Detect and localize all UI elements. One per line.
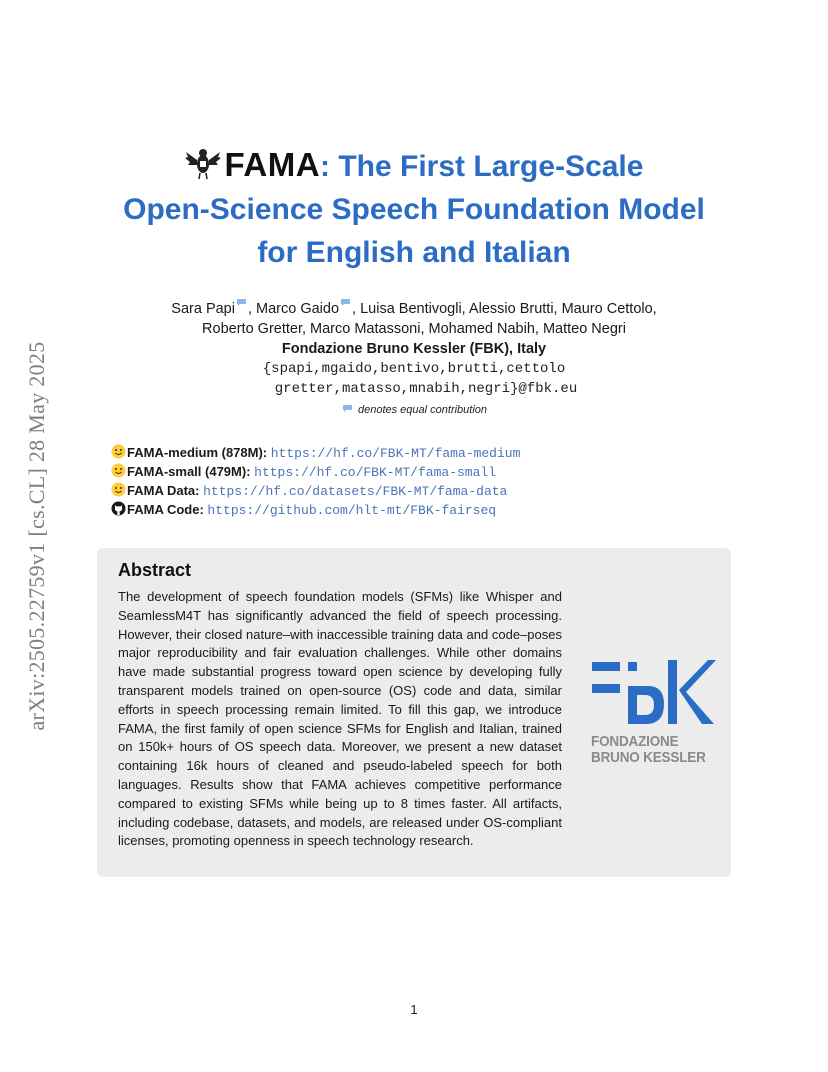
author-marco-gaido: , Marco Gaido: [247, 301, 340, 317]
huggingface-icon: [111, 444, 126, 459]
author-line-2: Roberto Gretter, Marco Matassoni, Mohamed Nabih, Matteo Negri: [202, 321, 626, 337]
fbk-logo-text: [591, 734, 706, 766]
email-line-2: gretter,matasso,mnabih,negri}@fbk.eu: [274, 381, 578, 397]
fama-wordmark: FAMA: [224, 146, 321, 183]
paper-title: [0, 143, 828, 274]
link-label: FAMA Code:: [127, 502, 204, 517]
author-sara-papi: Sara Papi: [171, 301, 235, 317]
author-line-1: [0, 298, 828, 319]
speech-bubble-icon: [342, 404, 353, 413]
affiliation: Fondazione Bruno Kessler (FBK), Italy: [281, 341, 547, 357]
title-line-1: [0, 143, 828, 188]
fbk-logo: [588, 656, 716, 728]
link-url[interactable]: https://github.com/hlt-mt/FBK-fairseq: [207, 503, 497, 518]
title-line-3: for English and Italian: [257, 236, 571, 269]
fama-bird-logo: [185, 144, 221, 180]
github-icon: [111, 501, 126, 516]
link-label: FAMA-small (479M):: [127, 464, 251, 479]
title-line-2: Open-Science Speech Foundation Model: [123, 193, 705, 226]
huggingface-icon: [111, 463, 126, 478]
equal-contribution-note: [0, 399, 828, 420]
link-row-fama-data: [111, 481, 520, 500]
link-url[interactable]: https://hf.co/FBK-MT/fama-small: [254, 465, 496, 480]
fbk-logo-line-2: BRUNO KESSLER: [591, 749, 706, 766]
title-line-1-rest: : The First Large-Scale: [320, 150, 644, 183]
speech-bubble-icon: [236, 298, 247, 307]
resource-links: [111, 443, 520, 519]
author-block: [0, 298, 828, 420]
equal-note-text: denotes equal contribution: [357, 404, 488, 416]
huggingface-icon: [111, 482, 126, 497]
abstract-heading: Abstract: [118, 560, 192, 580]
link-row-fama-code: [111, 500, 520, 519]
email-line-1: {spapi,mgaido,bentivo,brutti,cettolo: [262, 361, 566, 377]
link-url[interactable]: https://hf.co/FBK-MT/fama-medium: [270, 446, 521, 461]
speech-bubble-icon: [340, 298, 351, 307]
link-label: FAMA Data:: [127, 483, 200, 498]
link-url[interactable]: https://hf.co/datasets/FBK-MT/fama-data: [203, 484, 508, 499]
arxiv-stamp-text: arXiv:2505.22759v1 [cs.CL] 28 May 2025: [24, 341, 49, 731]
link-label: FAMA-medium (878M):: [127, 445, 268, 460]
author-rest: , Luisa Bentivogli, Alessio Brutti, Mauro Cettolo,: [352, 301, 657, 317]
link-row-fama-small: [111, 462, 520, 481]
abstract-text: The development of speech foundation models (SFMs) like Whisper and SeamlessM4T has significantly advanced the field of speech processing. However, their closed nature–with inaccessible training data and code–poses major reproducibility and fair evaluation challenges. While other domains have made substantial progress toward open science by developing fully transparent models trained on open-source (OS) code and data, similar efforts in speech processing remain limited. To fill this gap, we introduce FAMA, the first family of open science SFMs for English and Italian, trained on 150k+ hours of OS speech data. Moreover, we present a new dataset containing 16k hours of cleaned and pseudo-labeled speech for both languages. Results show that FAMA achieves competitive performance compared to existing SFMs while being up to 8 times faster. All artifacts, including codebase, datasets, and models, are released under OS-compliant licenses, promoting openness in speech technology research.: [118, 589, 562, 849]
page-number: 1: [410, 1002, 418, 1017]
fbk-logo-line-1: FONDAZIONE: [591, 733, 679, 750]
link-row-fama-medium: [111, 443, 520, 462]
